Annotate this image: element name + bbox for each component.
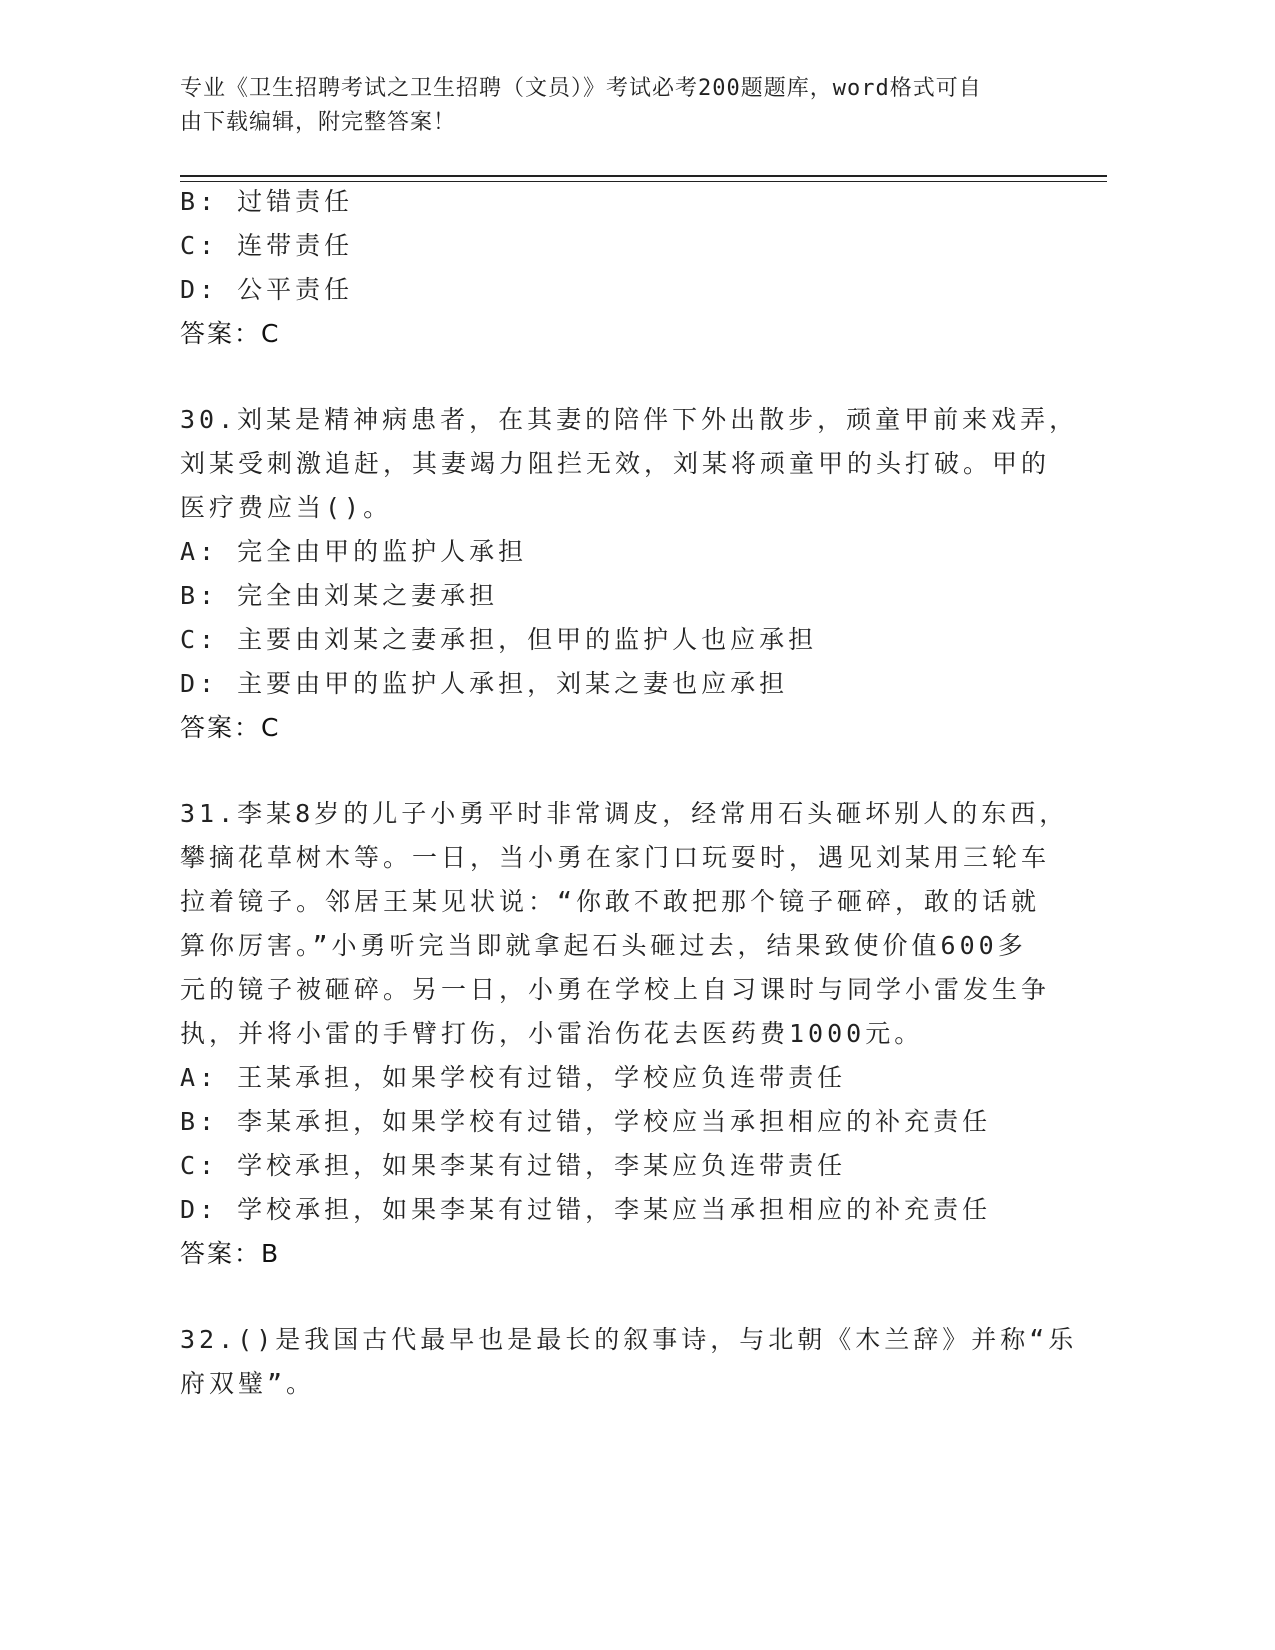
question-stem-line: 拉着镜子。邻居王某见状说：“你敢不敢把那个镜子砸碎，敢的话就 — [180, 887, 1041, 916]
option-d: D: 主要由甲的监护人承担，刘某之妻也应承担 — [180, 669, 789, 698]
question-29 — [180, 180, 1040, 356]
page-header — [180, 72, 1060, 140]
question-stem-line: 31.李某8岁的儿子小勇平时非常调皮，经常用石头砸坏别人的东西， — [180, 799, 1069, 828]
option-a: A: 完全由甲的监护人承担 — [180, 537, 528, 566]
option-b: B: 李某承担，如果学校有过错，学校应当承担相应的补充责任 — [180, 1107, 992, 1136]
question-stem-line: 府双璧”。 — [180, 1369, 316, 1398]
question-stem-line: 元的镜子被砸碎。另一日，小勇在学校上自习课时与同学小雷发生争 — [180, 975, 1051, 1004]
option-b: B: 完全由刘某之妻承担 — [180, 581, 499, 610]
question-list — [180, 180, 1079, 1406]
answer-label: 答案：C — [180, 319, 281, 348]
question-spacer — [180, 356, 1040, 398]
answer-label: 答案：B — [180, 1239, 281, 1268]
question-stem-line: 刘某受刺激追赶，其妻竭力阻拦无效，刘某将顽童甲的头打破。甲的 — [180, 449, 1051, 478]
question-30 — [180, 398, 1079, 750]
header-line-1: 专业《卫生招聘考试之卫生招聘（文员）》考试必考200题题库，word格式可自 — [180, 76, 982, 101]
question-stem-line: 医疗费应当()。 — [180, 493, 393, 522]
header-divider-thick — [180, 175, 1107, 177]
option-b: B: 过错责任 — [180, 187, 354, 216]
question-stem-line: 攀摘花草树木等。一日，当小勇在家门口玩耍时，遇见刘某用三轮车 — [180, 843, 1051, 872]
header-line-2: 由下载编辑，附完整答案！ — [180, 110, 457, 135]
question-stem-line: 32.()是我国古代最早也是最长的叙事诗，与北朝《木兰辞》并称“乐 — [180, 1325, 1078, 1354]
option-a: A: 王某承担，如果学校有过错，学校应负连带责任 — [180, 1063, 847, 1092]
option-c: C: 学校承担，如果李某有过错，李某应负连带责任 — [180, 1151, 847, 1180]
option-c: C: 连带责任 — [180, 231, 354, 260]
question-stem-line: 30.刘某是精神病患者，在其妻的陪伴下外出散步，顽童甲前来戏弄， — [180, 405, 1079, 434]
question-spacer — [180, 750, 1040, 792]
question-stem-line: 算你厉害。”小勇听完当即就拿起石头砸过去，结果致使价值600多 — [180, 931, 1027, 960]
question-stem-line: 执，并将小雷的手臂打伤，小雷治伤花去医药费1000元。 — [180, 1019, 924, 1048]
option-c: C: 主要由刘某之妻承担，但甲的监护人也应承担 — [180, 625, 818, 654]
question-32 — [180, 1318, 1078, 1406]
question-spacer — [180, 1276, 1040, 1318]
answer-label: 答案：C — [180, 713, 281, 742]
question-31 — [180, 792, 1069, 1276]
option-d: D: 学校承担，如果李某有过错，李某应当承担相应的补充责任 — [180, 1195, 992, 1224]
option-d: D: 公平责任 — [180, 275, 354, 304]
